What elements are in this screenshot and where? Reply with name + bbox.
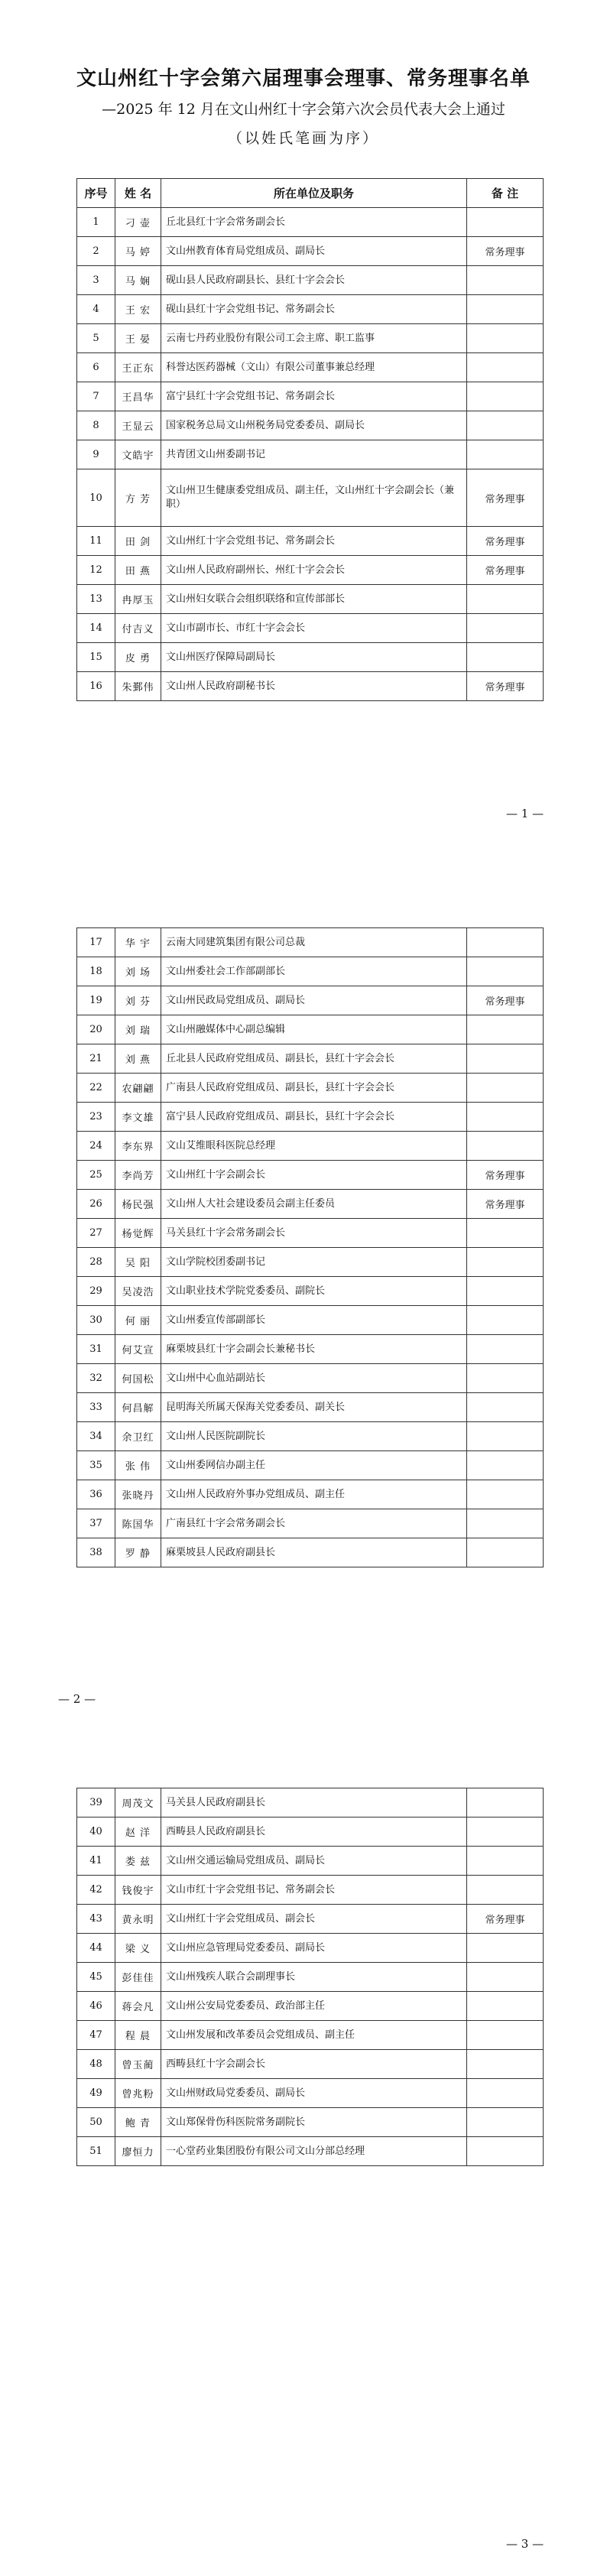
member-name: 廖恒力 [115, 2137, 161, 2166]
member-unit-position: 文山州教育体育局党组成员、副局长 [161, 237, 467, 266]
member-unit-position: 麻栗坡县红十字会副会长兼秘书长 [161, 1335, 467, 1364]
member-note [467, 1132, 544, 1161]
row-number: 41 [77, 1847, 115, 1876]
member-unit-position: 文山州民政局党组成员、副局长 [161, 986, 467, 1015]
table-row [77, 1103, 544, 1132]
member-note [467, 353, 544, 382]
member-note [467, 1103, 544, 1132]
table-row [77, 1422, 544, 1451]
member-name: 王 宏 [115, 295, 161, 324]
member-unit-position: 西畴县人民政府副县长 [161, 1817, 467, 1847]
member-name: 刁 壶 [115, 208, 161, 237]
member-name: 梁 义 [115, 1934, 161, 1963]
row-number: 49 [77, 2079, 115, 2108]
table-row [77, 324, 544, 353]
member-note [467, 2021, 544, 2050]
member-unit-position: 马关县红十字会常务副会长 [161, 1219, 467, 1248]
member-unit-position: 广南县红十字会常务副会长 [161, 1509, 467, 1538]
row-number: 6 [77, 353, 115, 382]
member-unit-position: 文山州妇女联合会组织联络和宣传部部长 [161, 585, 467, 614]
member-name: 刘 芬 [115, 986, 161, 1015]
member-unit-position: 文山州人民政府外事办党组成员、副主任 [161, 1480, 467, 1509]
row-number: 43 [77, 1905, 115, 1934]
table-row [77, 237, 544, 266]
header-no: 序号 [77, 179, 115, 208]
member-name: 鲍 青 [115, 2108, 161, 2137]
member-unit-position: 文山州委网信办副主任 [161, 1451, 467, 1480]
table-row [77, 1963, 544, 1992]
member-name: 余卫红 [115, 1422, 161, 1451]
member-unit-position: 文山职业技术学院党委委员、副院长 [161, 1277, 467, 1306]
member-name: 彭佳佳 [115, 1963, 161, 1992]
row-number: 16 [77, 672, 115, 701]
row-number: 1 [77, 208, 115, 237]
row-number: 46 [77, 1992, 115, 2021]
member-unit-position: 文山郑保骨伤科医院常务副院长 [161, 2108, 467, 2137]
member-note [467, 1364, 544, 1393]
member-unit-position: 文山州人大社会建设委员会副主任委员 [161, 1190, 467, 1219]
member-unit-position: 砚山县人民政府副县长、县红十字会会长 [161, 266, 467, 295]
table-row [77, 556, 544, 585]
member-note [467, 957, 544, 986]
member-note: 常务理事 [467, 986, 544, 1015]
member-name: 何艾宣 [115, 1335, 161, 1364]
table-row [77, 1132, 544, 1161]
member-note [467, 1277, 544, 1306]
member-name: 朱鄞伟 [115, 672, 161, 701]
member-note [467, 2137, 544, 2166]
row-number: 4 [77, 295, 115, 324]
row-number: 37 [77, 1509, 115, 1538]
member-unit-position: 共青团文山州委副书记 [161, 440, 467, 469]
member-unit-position: 昆明海关所属天保海关党委委员、副关长 [161, 1393, 467, 1422]
member-name: 华 宇 [115, 928, 161, 957]
row-number: 29 [77, 1277, 115, 1306]
table-row [77, 1847, 544, 1876]
member-name: 何国松 [115, 1364, 161, 1393]
member-unit-position: 文山州财政局党委委员、副局长 [161, 2079, 467, 2108]
member-note [467, 928, 544, 957]
member-name: 王正东 [115, 353, 161, 382]
member-name: 付吉义 [115, 614, 161, 643]
member-unit-position: 文山州应急管理局党委委员、副局长 [161, 1934, 467, 1963]
row-number: 22 [77, 1074, 115, 1103]
member-unit-position: 文山艾维眼科医院总经理 [161, 1132, 467, 1161]
table-row [77, 382, 544, 411]
member-name: 李尚芳 [115, 1161, 161, 1190]
member-unit-position: 富宁县红十字会党组书记、常务副会长 [161, 382, 467, 411]
member-name: 黄永明 [115, 1905, 161, 1934]
row-number: 7 [77, 382, 115, 411]
member-name: 农翩翩 [115, 1074, 161, 1103]
member-note [467, 1992, 544, 2021]
header-note: 备 注 [467, 179, 544, 208]
table-row [77, 1905, 544, 1934]
row-number: 11 [77, 527, 115, 556]
document-title: 文山州红十字会第六届理事会理事、常务理事名单 [76, 67, 531, 90]
member-unit-position: 文山州人民医院副院长 [161, 1422, 467, 1451]
member-name: 王昌华 [115, 382, 161, 411]
header-name: 姓 名 [115, 179, 161, 208]
member-unit-position: 文山州交通运输局党组成员、副局长 [161, 1847, 467, 1876]
row-number: 8 [77, 411, 115, 440]
member-unit-position: 云南七丹药业股份有限公司工会主席、职工监事 [161, 324, 467, 353]
member-unit-position: 文山学院校团委副书记 [161, 1248, 467, 1277]
member-unit-position: 文山市副市长、市红十字会会长 [161, 614, 467, 643]
table-row [77, 2137, 544, 2166]
row-number: 45 [77, 1963, 115, 1992]
member-note [467, 1393, 544, 1422]
member-unit-position: 麻栗坡县人民政府副县长 [161, 1538, 467, 1567]
row-number: 30 [77, 1306, 115, 1335]
row-number: 47 [77, 2021, 115, 2050]
member-name: 罗 静 [115, 1538, 161, 1567]
table-row [77, 614, 544, 643]
row-number: 44 [77, 1934, 115, 1963]
member-unit-position: 文山州融媒体中心副总编辑 [161, 1015, 467, 1044]
member-note [467, 1509, 544, 1538]
table-row [77, 957, 544, 986]
member-name: 李文雄 [115, 1103, 161, 1132]
member-name: 王 晏 [115, 324, 161, 353]
row-number: 9 [77, 440, 115, 469]
roster-table-page-3 [76, 1788, 544, 2166]
member-note: 常务理事 [467, 527, 544, 556]
member-name: 吴 阳 [115, 1248, 161, 1277]
row-number: 17 [77, 928, 115, 957]
row-number: 10 [77, 469, 115, 527]
member-name: 赵 洋 [115, 1817, 161, 1847]
member-note [467, 1876, 544, 1905]
table-row [77, 2021, 544, 2050]
table-row [77, 527, 544, 556]
row-number: 48 [77, 2050, 115, 2079]
header-unit: 所在单位及职务 [161, 179, 467, 208]
row-number: 40 [77, 1817, 115, 1847]
row-number: 36 [77, 1480, 115, 1509]
member-name: 何 丽 [115, 1306, 161, 1335]
member-unit-position: 文山州卫生健康委党组成员、副主任，文山州红十字会副会长（兼职） [161, 469, 467, 527]
table-row [77, 411, 544, 440]
member-unit-position: 文山州医疗保障局副局长 [161, 643, 467, 672]
member-unit-position: 西畴县红十字会副会长 [161, 2050, 467, 2079]
member-unit-position: 马关县人民政府副县长 [161, 1788, 467, 1817]
member-name: 马 娴 [115, 266, 161, 295]
member-name: 张晓丹 [115, 1480, 161, 1509]
table-row [77, 2079, 544, 2108]
table-row [77, 928, 544, 957]
member-unit-position: 广南县人民政府党组成员、副县长，县红十字会会长 [161, 1074, 467, 1103]
member-unit-position: 文山州人民政府副州长、州红十字会会长 [161, 556, 467, 585]
member-note [467, 295, 544, 324]
row-number: 26 [77, 1190, 115, 1219]
member-unit-position: 国家税务总局文山州税务局党委委员、副局长 [161, 411, 467, 440]
member-note [467, 208, 544, 237]
table-row [77, 295, 544, 324]
table-row [77, 1992, 544, 2021]
row-number: 5 [77, 324, 115, 353]
member-name: 杨民强 [115, 1190, 161, 1219]
table-row [77, 986, 544, 1015]
member-note [467, 266, 544, 295]
member-note [467, 2050, 544, 2079]
member-name: 田 燕 [115, 556, 161, 585]
member-name: 刘 燕 [115, 1044, 161, 1074]
member-unit-position: 一心堂药业集团股份有限公司文山分部总经理 [161, 2137, 467, 2166]
member-name: 陈国华 [115, 1509, 161, 1538]
member-note [467, 585, 544, 614]
member-note [467, 2108, 544, 2137]
page-number-1: — 1 — [506, 807, 544, 820]
row-number: 18 [77, 957, 115, 986]
table-row [77, 1364, 544, 1393]
row-number: 38 [77, 1538, 115, 1567]
member-note [467, 2079, 544, 2108]
member-note [467, 440, 544, 469]
member-note [467, 1934, 544, 1963]
member-name: 文皓宇 [115, 440, 161, 469]
roster-table-page-1 [76, 178, 544, 701]
member-name: 曾玉蔺 [115, 2050, 161, 2079]
member-note [467, 1074, 544, 1103]
table-row [77, 266, 544, 295]
table-row [77, 1219, 544, 1248]
member-name: 钱俊宇 [115, 1876, 161, 1905]
table-row [77, 1480, 544, 1509]
member-note: 常务理事 [467, 1161, 544, 1190]
member-unit-position: 文山市红十字会党组书记、常务副会长 [161, 1876, 467, 1905]
member-unit-position: 文山州公安局党委委员、政治部主任 [161, 1992, 467, 2021]
member-name: 蒋会凡 [115, 1992, 161, 2021]
member-note: 常务理事 [467, 1190, 544, 1219]
member-note: 常务理事 [467, 672, 544, 701]
row-number: 50 [77, 2108, 115, 2137]
table-row [77, 2050, 544, 2079]
member-unit-position: 富宁县人民政府党组成员、副县长，县红十字会会长 [161, 1103, 467, 1132]
member-name: 何昌解 [115, 1393, 161, 1422]
member-name: 张 伟 [115, 1451, 161, 1480]
table-row [77, 1277, 544, 1306]
page-number-3: — 3 — [506, 2537, 544, 2551]
member-note [467, 1847, 544, 1876]
member-note [467, 643, 544, 672]
member-unit-position: 科誉达医药器械（文山）有限公司董事兼总经理 [161, 353, 467, 382]
member-unit-position: 文山州委社会工作部副部长 [161, 957, 467, 986]
member-unit-position: 文山州残疾人联合会副理事长 [161, 1963, 467, 1992]
member-name: 方 芳 [115, 469, 161, 527]
table-row [77, 1015, 544, 1044]
table-row [77, 1248, 544, 1277]
member-note [467, 1788, 544, 1817]
member-name: 周茂文 [115, 1788, 161, 1817]
table-row [77, 1074, 544, 1103]
member-note [467, 1817, 544, 1847]
row-number: 31 [77, 1335, 115, 1364]
ordering-note: （以姓氏笔画为序） [227, 130, 379, 147]
table-row [77, 585, 544, 614]
row-number: 23 [77, 1103, 115, 1132]
member-name: 皮 勇 [115, 643, 161, 672]
row-number: 32 [77, 1364, 115, 1393]
table-row [77, 1509, 544, 1538]
table-row [77, 440, 544, 469]
page-number-2: — 2 — [58, 1692, 96, 1706]
table-header-row [77, 179, 544, 208]
member-name: 刘 瑞 [115, 1015, 161, 1044]
row-number: 19 [77, 986, 115, 1015]
member-note [467, 1248, 544, 1277]
table-row [77, 643, 544, 672]
member-note: 常务理事 [467, 237, 544, 266]
member-note [467, 1422, 544, 1451]
row-number: 33 [77, 1393, 115, 1422]
member-note: 常务理事 [467, 556, 544, 585]
member-name: 娄 兹 [115, 1847, 161, 1876]
member-unit-position: 云南大同建筑集团有限公司总裁 [161, 928, 467, 957]
member-note: 常务理事 [467, 469, 544, 527]
member-name: 田 剑 [115, 527, 161, 556]
member-note [467, 1306, 544, 1335]
row-number: 28 [77, 1248, 115, 1277]
table-row [77, 1306, 544, 1335]
member-unit-position: 文山州中心血站副站长 [161, 1364, 467, 1393]
row-number: 24 [77, 1132, 115, 1161]
member-note [467, 614, 544, 643]
table-row [77, 353, 544, 382]
table-row [77, 1044, 544, 1074]
table-row [77, 1393, 544, 1422]
row-number: 2 [77, 237, 115, 266]
row-number: 27 [77, 1219, 115, 1248]
row-number: 35 [77, 1451, 115, 1480]
member-note [467, 1538, 544, 1567]
table-row [77, 1788, 544, 1817]
row-number: 34 [77, 1422, 115, 1451]
row-number: 21 [77, 1044, 115, 1074]
member-name: 马 婷 [115, 237, 161, 266]
member-unit-position: 文山州人民政府副秘书长 [161, 672, 467, 701]
member-name: 杨觉辉 [115, 1219, 161, 1248]
member-note [467, 1044, 544, 1074]
row-number: 39 [77, 1788, 115, 1817]
member-name: 冉厚玉 [115, 585, 161, 614]
table-row [77, 1876, 544, 1905]
member-note [467, 1451, 544, 1480]
member-unit-position: 文山州红十字会党组书记、常务副会长 [161, 527, 467, 556]
member-name: 刘 场 [115, 957, 161, 986]
member-note [467, 1335, 544, 1364]
member-note [467, 1963, 544, 1992]
member-unit-position: 丘北县人民政府党组成员、副县长，县红十字会会长 [161, 1044, 467, 1074]
member-unit-position: 文山州红十字会党组成员、副会长 [161, 1905, 467, 1934]
row-number: 25 [77, 1161, 115, 1190]
member-name: 李东界 [115, 1132, 161, 1161]
table-row [77, 1934, 544, 1963]
table-row [77, 208, 544, 237]
member-unit-position: 丘北县红十字会常务副会长 [161, 208, 467, 237]
member-note [467, 382, 544, 411]
member-unit-position: 文山州红十字会副会长 [161, 1161, 467, 1190]
table-row [77, 672, 544, 701]
roster-table-page-2 [76, 927, 544, 1567]
member-name: 吴凌浩 [115, 1277, 161, 1306]
member-note [467, 1015, 544, 1044]
member-name: 王显云 [115, 411, 161, 440]
row-number: 14 [77, 614, 115, 643]
table-row [77, 1451, 544, 1480]
member-note [467, 1480, 544, 1509]
table-row [77, 469, 544, 527]
member-note: 常务理事 [467, 1905, 544, 1934]
table-row [77, 1538, 544, 1567]
table-row [77, 1335, 544, 1364]
table-row [77, 1161, 544, 1190]
row-number: 51 [77, 2137, 115, 2166]
document-subtitle: —2025 年 12 月在文山州红十字会第六次会员代表大会上通过 [102, 101, 505, 118]
member-unit-position: 文山州发展和改革委员会党组成员、副主任 [161, 2021, 467, 2050]
member-note [467, 324, 544, 353]
member-name: 曾兆粉 [115, 2079, 161, 2108]
table-row [77, 1817, 544, 1847]
member-note [467, 411, 544, 440]
member-name: 程 晨 [115, 2021, 161, 2050]
row-number: 42 [77, 1876, 115, 1905]
member-unit-position: 文山州委宣传部副部长 [161, 1306, 467, 1335]
table-row [77, 2108, 544, 2137]
row-number: 15 [77, 643, 115, 672]
table-row [77, 1190, 544, 1219]
row-number: 20 [77, 1015, 115, 1044]
row-number: 13 [77, 585, 115, 614]
row-number: 3 [77, 266, 115, 295]
member-unit-position: 砚山县红十字会党组书记、常务副会长 [161, 295, 467, 324]
member-note [467, 1219, 544, 1248]
row-number: 12 [77, 556, 115, 585]
